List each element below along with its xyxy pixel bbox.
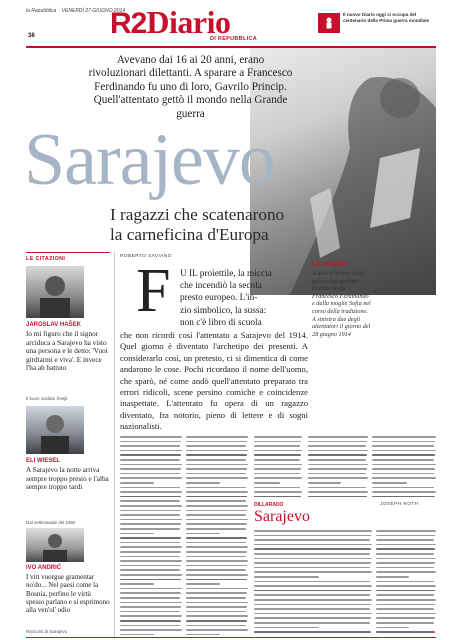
- body-text-line: [120, 597, 180, 599]
- body-text-line: [254, 539, 370, 541]
- promo-thumbnail: [318, 13, 340, 33]
- subtitle-line-1: I ragazzi che scatenarono: [110, 205, 285, 224]
- body-text-line: [186, 560, 248, 562]
- body-text-line: [372, 477, 436, 479]
- quote-text-3: I vitt vuorgue gramentar no'do... Nel paesi come la Bosnia, perfino le virtù spesso parlano e si esprimono alla ven'ol' odio: [26, 573, 110, 615]
- body-text-line: [120, 537, 181, 539]
- body-text-line: [120, 615, 182, 617]
- body-text-line: [120, 574, 182, 576]
- body-text-line: [186, 528, 246, 530]
- body-text-line: [308, 491, 368, 493]
- body-text-line: [376, 548, 435, 550]
- body-text-line: [186, 615, 248, 617]
- sidebar-divider: [114, 252, 115, 637]
- body-text-line: [186, 597, 246, 599]
- body-text-line: [120, 519, 182, 521]
- body-text-line: [186, 629, 248, 631]
- body-text-line: [186, 441, 247, 443]
- body-text-line: [186, 533, 220, 535]
- body-text-line: [254, 464, 302, 466]
- body-text-line: [254, 482, 280, 484]
- quote-author-2: ELI WIESEL: [26, 458, 61, 464]
- body-text-line: [186, 477, 248, 479]
- body-text-line: [254, 613, 372, 615]
- body-text-line: [254, 535, 371, 537]
- body-text-line: [254, 491, 302, 493]
- sidebar-header: LE CITAZIONI: [26, 256, 66, 262]
- body-text-line: [254, 530, 372, 532]
- standfirst: Avevano dai 16 ai 20 anni, erano rivoluzionari dilettanti. A sparare a Francesco Ferdinando fu uno di loro, Gavrilo Princip. Quell'attentato gettò il mondo nella Grande guerra: [88, 54, 293, 120]
- body-text-line: [376, 558, 436, 560]
- body-text-line: [186, 514, 246, 516]
- body-text-line: [376, 599, 436, 601]
- body-text-line: [120, 436, 182, 438]
- body-text-line: [372, 459, 434, 461]
- body-text-line: [372, 468, 435, 470]
- page-number: 38: [28, 33, 35, 39]
- body-text-line: [120, 556, 180, 558]
- paper-name: la Repubblica: [26, 8, 57, 14]
- body-text-line: [308, 459, 366, 461]
- body-text-line: [254, 548, 371, 550]
- body-text-line: [254, 631, 371, 633]
- body-text-line: [186, 445, 246, 447]
- body-text-line: [186, 496, 247, 498]
- body-text-line: [376, 585, 436, 587]
- body-text-line: [120, 454, 181, 456]
- body-text-line: [186, 450, 248, 452]
- body-text-line: [372, 445, 434, 447]
- quote-text-1: Io mi figuro che il signor arciduca a Sarajevo ha visto una persona e le detto: 'Vuoi girdtarmi e viva'. E invece l'ha ab battuto: [26, 330, 108, 373]
- body-text-line: [254, 445, 300, 447]
- body-text-line: [372, 436, 436, 438]
- body-text-line: [186, 523, 247, 525]
- body-text-line: [376, 590, 435, 592]
- body-text-line: [308, 482, 341, 484]
- di-repubblica: DI REPUBBLICA: [210, 36, 257, 42]
- body-text-line: [120, 625, 180, 627]
- sidebar-top-rule: [26, 252, 110, 253]
- lead-line-2: che incendiò la secola: [180, 281, 262, 292]
- body-text-line: [254, 604, 371, 606]
- body-text-line: [120, 445, 180, 447]
- body-text-line: [120, 606, 181, 608]
- section-label: DILLARADO: [254, 502, 284, 508]
- quote-author-3: IVO ANDRIĆ: [26, 565, 62, 571]
- body-text-line: [186, 505, 248, 507]
- body-text-line: [254, 487, 300, 489]
- body-text-line: [186, 574, 248, 576]
- body-text-line: [120, 510, 181, 512]
- lead-line-5: non c'è libro di scuola: [180, 317, 262, 328]
- body-text-line: [254, 590, 371, 592]
- body-text-line: [120, 579, 181, 581]
- portrait-figure-icon: [26, 266, 84, 318]
- body-text-line: [186, 625, 246, 627]
- body-text-line: [186, 551, 247, 553]
- body-text-line: [120, 602, 182, 604]
- body-text-line: [254, 585, 372, 587]
- subtitle: [110, 205, 360, 245]
- lead-line-4: zio simbolico, la sussa:: [180, 305, 267, 316]
- body-text-line: [120, 629, 182, 631]
- body-text-line: [376, 604, 435, 606]
- body-text-line: [120, 500, 180, 502]
- byline-main: ROBERTO SAVIANO: [120, 254, 172, 259]
- body-text-line: [254, 599, 372, 601]
- body-text-line: [376, 581, 434, 583]
- body-text-line: [376, 608, 434, 610]
- subtitle-line-2: la carneficina d'Europa: [110, 225, 269, 244]
- body-text-line: [308, 464, 368, 466]
- body-text-line: [186, 537, 247, 539]
- body-text-line: [186, 606, 247, 608]
- body-text-line: [308, 477, 368, 479]
- body-text-line: [120, 533, 154, 535]
- body-text-line: [254, 468, 301, 470]
- body-text-line: [376, 631, 435, 633]
- quote-text-2: A Sarajevo la notte arriva sempre troppo presto e l'alba sempre troppo tardi: [26, 466, 109, 492]
- body-text-line: [186, 602, 248, 604]
- body-text-line: [186, 588, 248, 590]
- body-columns: [120, 434, 436, 634]
- body-text-line: [120, 592, 181, 594]
- body-text-line: [254, 622, 370, 624]
- body-text-line: [186, 546, 248, 548]
- soldier-icon: [322, 16, 336, 30]
- portrait-figure-icon: [26, 406, 84, 454]
- body-text-line: [186, 473, 246, 475]
- body-text-line: [186, 592, 247, 594]
- body-text-line: [120, 491, 182, 493]
- body-text-line: [186, 583, 220, 585]
- body-text-line: [120, 634, 154, 636]
- body-text-line: [376, 553, 434, 555]
- lead-body: che non ricordi così l'attentato a Sarajevo del 1914. Quel giorno è diventato l'archetipo dei presenti. A considerarlo così, un pretesto, ci si dimentica di come andarono le cose. Pochi ricordano il nome dell'uomo, che sparò, né come andò quell'attentato preparato tra errori ridicoli, scene persino comiche e coincidenze inaspettate. L'attentato fu opera di un ragazzo diventato, fra notorio, pieno di lettere e di sogni nazionalisti.: [120, 330, 308, 432]
- diario-wordmark: Diario: [146, 4, 231, 40]
- body-text-line: [254, 627, 319, 629]
- body-text-line: [372, 491, 436, 493]
- body-text-line: [120, 588, 182, 590]
- body-text-line: [120, 546, 182, 548]
- body-text-line: [120, 482, 154, 484]
- caption-text: A destra la foto della guerra fotografata tradizione da Francesco Ferdinando e dalla moglie Sofia nel corso della tradizione. A sinistra due degli attentatori il giorno del 28 giugno 1914: [312, 270, 371, 338]
- body-text-line: [308, 496, 367, 498]
- body-text-line: [376, 567, 434, 569]
- body-text-line: [376, 544, 436, 546]
- body-text-line: [376, 617, 435, 619]
- body-text-line: [376, 571, 436, 573]
- body-text-line: [186, 491, 248, 493]
- body-text-line: [376, 535, 435, 537]
- body-text-line: [186, 611, 246, 613]
- body-text-line: [376, 594, 434, 596]
- body-text-line: [254, 553, 370, 555]
- byline-right: JOSEPH ROTH: [380, 502, 419, 507]
- body-text-line: [186, 487, 246, 489]
- body-text-line: [186, 510, 247, 512]
- body-text-line: [372, 496, 435, 498]
- body-text-line: [254, 562, 371, 564]
- body-text-line: [186, 556, 246, 558]
- body-text-line: [308, 436, 368, 438]
- caption-title: LA GUERRA: [312, 262, 348, 268]
- body-text-line: [308, 450, 368, 452]
- body-text-line: [254, 571, 372, 573]
- body-text-line: [120, 464, 182, 466]
- body-text-line: [186, 468, 247, 470]
- body-text-line: [186, 519, 248, 521]
- body-text-line: [308, 441, 367, 443]
- body-text-line: [254, 608, 370, 610]
- body-text-line: [120, 528, 180, 530]
- body-text-line: [186, 500, 246, 502]
- body-text-line: [186, 579, 247, 581]
- body-text-line: [120, 611, 180, 613]
- r2-mark: R2: [110, 7, 147, 40]
- body-text-line: [308, 454, 367, 456]
- body-text-line: [372, 454, 435, 456]
- drop-cap: F: [136, 257, 171, 325]
- body-text-line: [254, 544, 372, 546]
- body-text-line: [120, 583, 154, 585]
- body-text-line: [120, 560, 182, 562]
- body-text-line: [186, 620, 247, 622]
- body-text-line: [120, 523, 181, 525]
- quote-source-3: Racconti di Sarajevo: [26, 629, 68, 634]
- body-text-line: [254, 441, 301, 443]
- body-text-line: [120, 551, 181, 553]
- body-text-line: [376, 627, 409, 629]
- body-text-line: [254, 576, 319, 578]
- body-text-line: [120, 514, 180, 516]
- hasek-portrait: [26, 266, 84, 318]
- quote-source-1: Il buon soldato Švejk: [26, 396, 68, 401]
- body-text-line: [372, 487, 434, 489]
- body-text-line: [120, 459, 180, 461]
- promo-text: Il nuovo Diario oggi si occupa del centenario della Prima guerra mondiale: [343, 12, 430, 23]
- body-text-line: [308, 445, 366, 447]
- body-text-line: [254, 594, 370, 596]
- body-text-line: [120, 473, 180, 475]
- body-text-line: [120, 496, 181, 498]
- body-text-line: [120, 477, 182, 479]
- lead-lines: [180, 268, 298, 329]
- body-text-line: [254, 450, 302, 452]
- body-text-line: [186, 464, 248, 466]
- body-text-line: [186, 482, 220, 484]
- body-text-line: [186, 542, 246, 544]
- body-text-line: [254, 496, 301, 498]
- body-text-line: [120, 565, 181, 567]
- body-text-line: [120, 620, 181, 622]
- quote-source-2: Dal settimanale del 1992: [26, 520, 76, 525]
- section-title: Sarajevo: [254, 508, 310, 525]
- body-text-line: [376, 562, 435, 564]
- body-text-line: [186, 565, 247, 567]
- body-text-line: [186, 569, 246, 571]
- headline-sarajevo: Sarajevo: [24, 119, 275, 201]
- body-text-line: [308, 468, 367, 470]
- issue-date: VENERDÌ 27 GIUGNO 2014: [61, 8, 126, 14]
- body-text-line: [376, 539, 434, 541]
- body-text-line: [186, 634, 220, 636]
- body-text-line: [376, 576, 409, 578]
- body-text-line: [186, 459, 246, 461]
- body-text-line: [254, 459, 300, 461]
- body-text-line: [308, 473, 366, 475]
- body-text-line: [186, 436, 248, 438]
- lead-line-1: U IL proiettile, la miccia: [180, 269, 272, 279]
- body-text-line: [120, 450, 182, 452]
- body-text-line: [254, 567, 370, 569]
- lead-line-3: presto europeo. L'in-: [180, 293, 258, 304]
- quote-author-1: JAROSLAV HAŠEK: [26, 322, 81, 328]
- body-text-line: [254, 617, 371, 619]
- body-text-line: [120, 505, 182, 507]
- body-text-line: [372, 450, 436, 452]
- body-text-line: [376, 622, 434, 624]
- body-text-line: [376, 530, 436, 532]
- body-text-line: [254, 454, 301, 456]
- body-text-line: [120, 542, 180, 544]
- body-text-line: [254, 473, 300, 475]
- wiesel-portrait: [26, 406, 84, 454]
- body-text-line: [372, 464, 436, 466]
- body-text-line: [254, 436, 302, 438]
- body-text-line: [120, 487, 180, 489]
- bottom-rule: [26, 637, 436, 638]
- body-text-line: [372, 482, 407, 484]
- body-text-line: [254, 477, 302, 479]
- body-text-line: [372, 473, 434, 475]
- portrait-figure-icon: [26, 528, 84, 562]
- body-text-line: [120, 441, 181, 443]
- body-text-line: [254, 581, 370, 583]
- body-text-line: [254, 558, 372, 560]
- body-text-line: [376, 613, 436, 615]
- body-text-line: [372, 441, 435, 443]
- body-text-line: [308, 487, 366, 489]
- body-text-line: [120, 468, 181, 470]
- body-text-line: [186, 454, 247, 456]
- andric-portrait: [26, 528, 84, 562]
- body-text-line: [120, 569, 180, 571]
